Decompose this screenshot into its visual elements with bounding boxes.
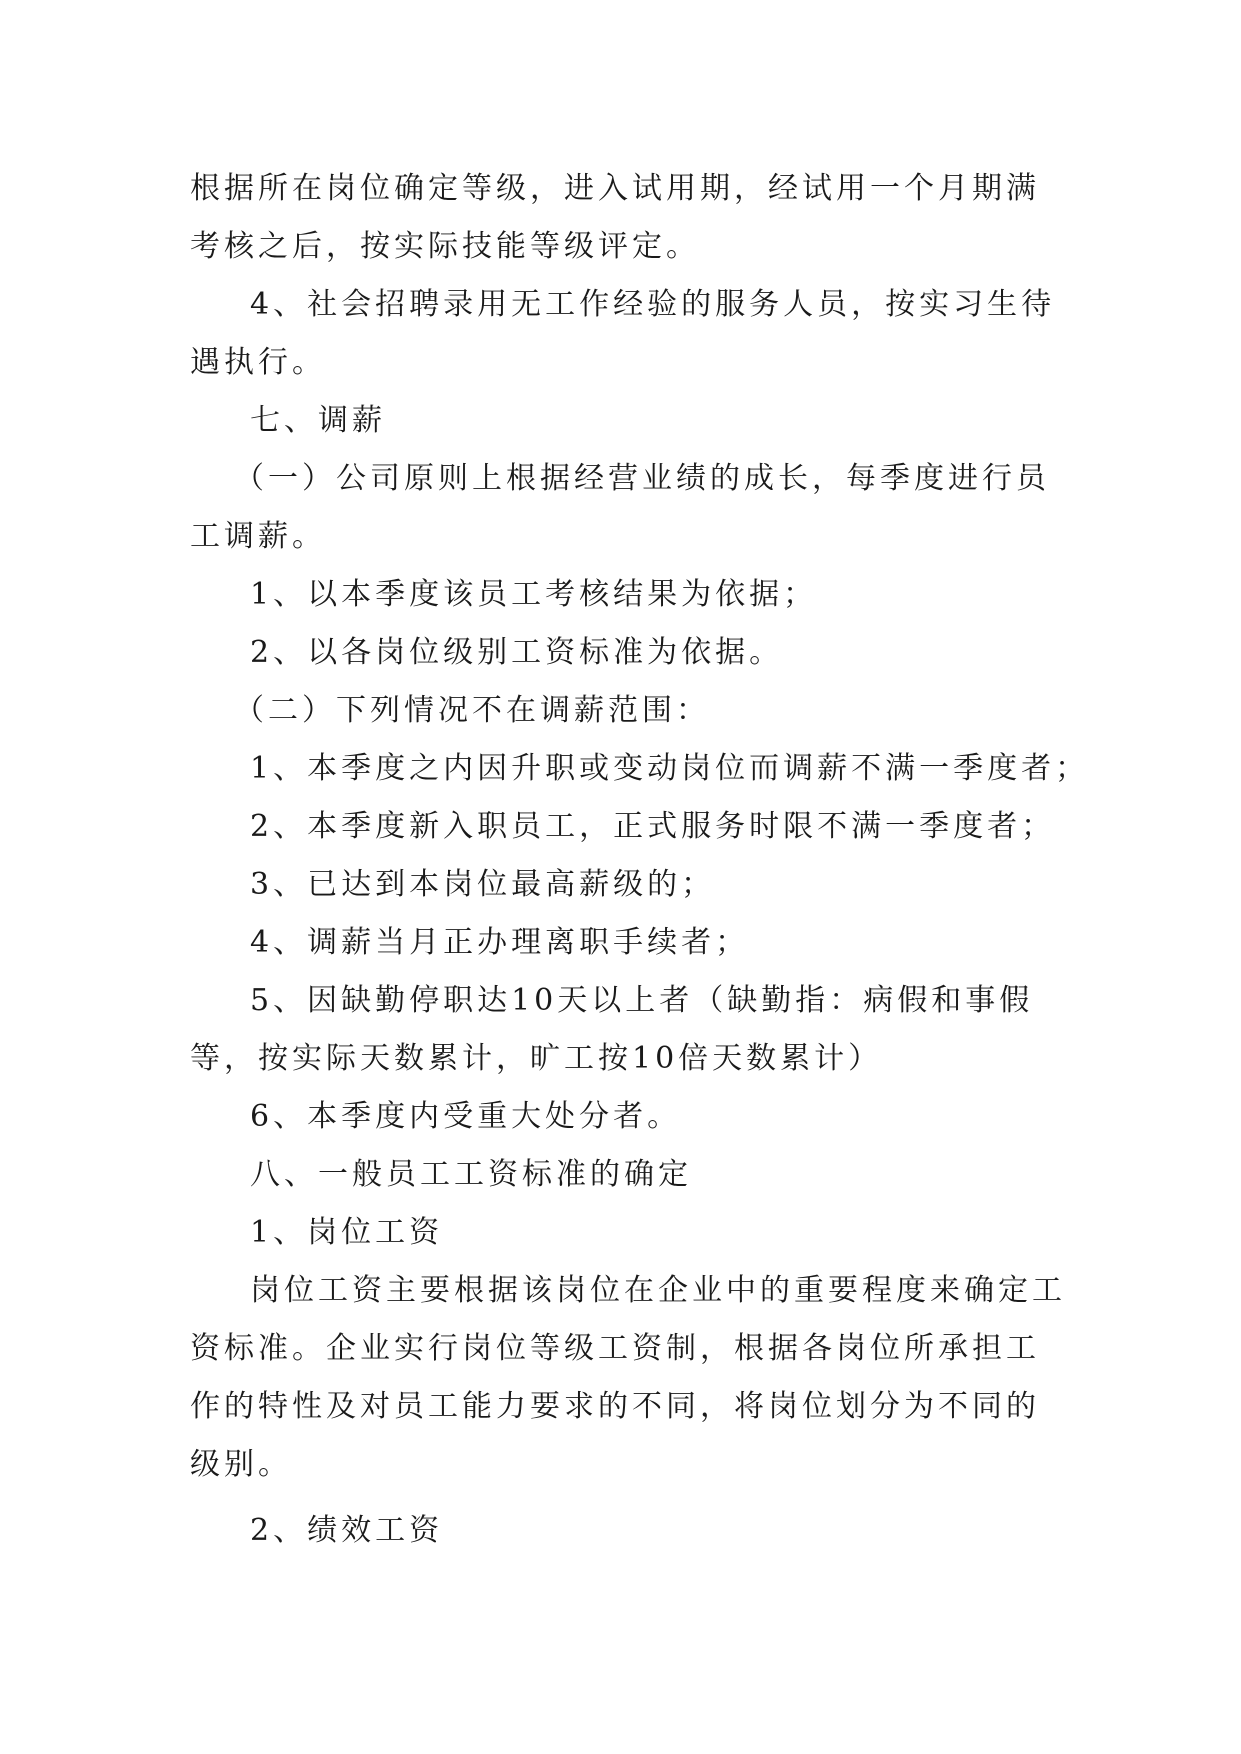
subheading-performance-wage: 2、绩效工资 bbox=[250, 1513, 444, 1548]
paragraph-probation-continued: 根据所在岗位确定等级，进入试用期，经试用一个月期满考核之后，按实际技能等级评定。 bbox=[190, 171, 1040, 264]
paragraph-adjustment-principle: （一）公司原则上根据经营业绩的成长，每季度进行员工调薪。 bbox=[190, 461, 1050, 554]
list-item-exclusion-5: 5、因缺勤停职达10天以上者（缺勤指：病假和事假等，按实际天数累计，旷工按10倍天数累计） bbox=[190, 983, 1034, 1076]
paragraph-intern-treatment: 4、社会招聘录用无工作经验的服务人员，按实习生待遇执行。 bbox=[190, 287, 1056, 380]
list-item-exclusion-1: 1、本季度之内因升职或变动岗位而调薪不满一季度者； bbox=[250, 751, 1090, 786]
subheading-exclusions: （二）下列情况不在调薪范围： bbox=[234, 693, 710, 728]
section-heading-salary-adjustment: 七、调薪 bbox=[250, 403, 386, 438]
subheading-position-wage: 1、岗位工资 bbox=[250, 1215, 444, 1250]
list-item-basis-2: 2、以各岗位级别工资标准为依据。 bbox=[250, 635, 784, 670]
list-item-exclusion-3: 3、已达到本岗位最高薪级的； bbox=[250, 867, 716, 902]
section-heading-wage-standard: 八、一般员工工资标准的确定 bbox=[250, 1157, 692, 1192]
paragraph-position-wage: 岗位工资主要根据该岗位在企业中的重要程度来确定工资标准。企业实行岗位等级工资制，根据各岗位所承担工作的特性及对员工能力要求的不同，将岗位划分为不同的级别。 bbox=[190, 1273, 1066, 1482]
list-item-exclusion-2: 2、本季度新入职员工，正式服务时限不满一季度者； bbox=[250, 809, 1056, 844]
list-item-basis-1: 1、以本季度该员工考核结果为依据； bbox=[250, 577, 818, 612]
document-body bbox=[190, 160, 1090, 1560]
list-item-exclusion-4: 4、调薪当月正办理离职手续者； bbox=[250, 925, 750, 960]
list-item-exclusion-6: 6、本季度内受重大处分者。 bbox=[250, 1099, 682, 1134]
